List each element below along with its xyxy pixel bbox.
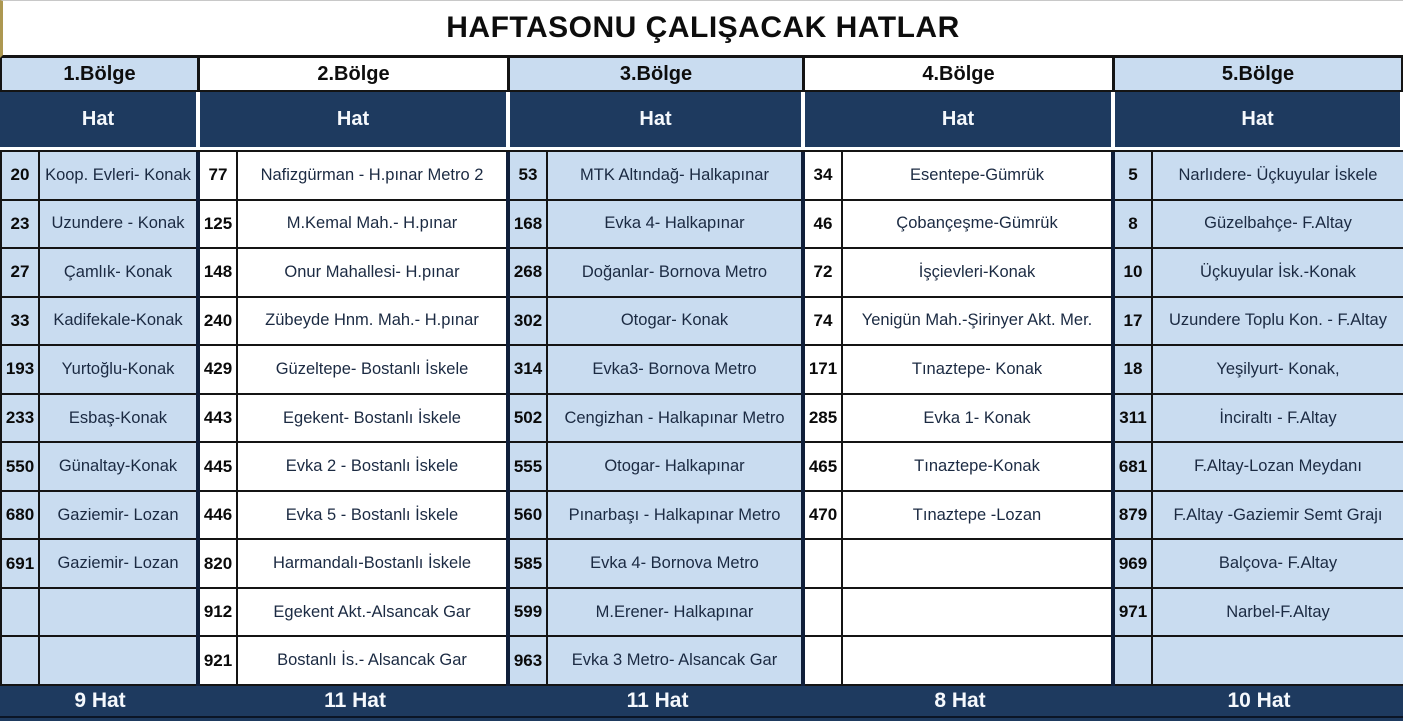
table-row (200, 152, 506, 201)
route-name-cell: Evka 4- Bornova Metro (590, 554, 759, 573)
table-row (510, 540, 801, 589)
route-name-cell: Cengizhan - Halkapınar Metro (564, 408, 785, 427)
line-number-cell: 168 (510, 201, 548, 248)
route-name-cell: Gaziemir- Lozan (57, 554, 179, 573)
line-number-cell (805, 589, 843, 636)
route-name-cell: Esbaş-Konak (68, 408, 168, 427)
line-number-cell: 171 (805, 346, 843, 393)
route-name-cell: Üçkuyular İsk.-Konak (1200, 262, 1356, 281)
line-number-cell: 560 (510, 492, 548, 539)
line-number-cell: 470 (805, 492, 843, 539)
region-header-4: 4.Bölge (805, 58, 1115, 92)
line-number-cell: 445 (200, 443, 238, 490)
table-row (2, 152, 196, 201)
table-row (2, 201, 196, 250)
hat-header-row (0, 92, 1403, 147)
table-row (510, 298, 801, 347)
route-name-cell: Zübeyde Hnm. Mah.- H.pınar (265, 311, 479, 330)
region-header-row (0, 58, 1403, 92)
route-name-cell: Narlıdere- Üçkuyular İskele (1178, 165, 1378, 184)
table-row (805, 395, 1111, 444)
table-row (2, 346, 196, 395)
line-number-cell: 17 (1115, 298, 1153, 345)
line-number-cell: 53 (510, 152, 548, 199)
table-row (200, 249, 506, 298)
line-number-cell: 233 (2, 395, 40, 442)
route-name-cell: Tınaztepe-Konak (914, 457, 1040, 476)
table-row (200, 492, 506, 541)
totals-row (0, 686, 1403, 718)
hat-column-header-3: Hat (510, 92, 805, 147)
table-row (510, 152, 801, 201)
route-name-cell: Narbel-F.Altay (1226, 602, 1330, 621)
table-row (1115, 540, 1403, 589)
route-name-cell: Bostanlı İs.- Alsancak Gar (277, 651, 467, 670)
line-number-cell: 599 (510, 589, 548, 636)
line-number-cell: 77 (200, 152, 238, 199)
table-row (510, 201, 801, 250)
table-row (805, 249, 1111, 298)
hat-column-header-5: Hat (1115, 92, 1403, 147)
line-number-cell (2, 637, 40, 684)
route-name-cell: MTK Altındağ- Halkapınar (580, 165, 769, 184)
line-number-cell (805, 637, 843, 684)
route-name-cell: Çobançeşme-Gümrük (896, 214, 1058, 233)
route-name-cell: F.Altay-Lozan Meydanı (1194, 457, 1362, 476)
route-name-cell: Kadifekale-Konak (53, 311, 183, 330)
line-number-cell: 10 (1115, 249, 1153, 296)
table-row (200, 540, 506, 589)
route-name-cell: M.Erener- Halkapınar (595, 602, 754, 621)
page-title (0, 0, 1403, 58)
table-row (1115, 249, 1403, 298)
line-number-cell: 446 (200, 492, 238, 539)
table-row (2, 637, 196, 686)
route-name-cell: Onur Mahallesi- H.pınar (284, 262, 460, 281)
region-header-1: 1.Bölge (0, 58, 200, 92)
route-name-cell: Evka3- Bornova Metro (592, 359, 757, 378)
region-column-2 (200, 152, 510, 686)
line-number-cell: 879 (1115, 492, 1153, 539)
route-name-cell: Güzeltepe- Bostanlı İskele (275, 359, 469, 378)
line-number-cell: 969 (1115, 540, 1153, 587)
table-row (1115, 395, 1403, 444)
table-row (200, 589, 506, 638)
route-name-cell: Günaltay-Konak (58, 457, 178, 476)
route-name-cell (1153, 637, 1403, 684)
line-number-cell: 5 (1115, 152, 1153, 199)
line-number-cell: 680 (2, 492, 40, 539)
table-row (510, 395, 801, 444)
table-row (805, 298, 1111, 347)
region-header-5: 5.Bölge (1115, 58, 1403, 92)
route-name-cell: Çamlık- Konak (63, 262, 173, 281)
route-name-cell: Evka 3 Metro- Alsancak Gar (571, 651, 778, 670)
region-total-1: 9 Hat (74, 689, 126, 712)
route-name-cell: Harmandalı-Bostanlı İskele (272, 554, 472, 573)
route-name-cell: Egekent Akt.-Alsancak Gar (273, 602, 471, 621)
page-title-text: HAFTASONU ÇALIŞACAK HATLAR (446, 11, 960, 44)
table-row (510, 346, 801, 395)
table-row (805, 201, 1111, 250)
line-number-cell: 20 (2, 152, 40, 199)
line-number-cell: 585 (510, 540, 548, 587)
route-name-cell: Tınaztepe- Konak (911, 359, 1043, 378)
line-number-cell (2, 589, 40, 636)
table-row (2, 443, 196, 492)
table-row (2, 589, 196, 638)
line-number-cell: 502 (510, 395, 548, 442)
hat-column-header-2: Hat (200, 92, 510, 147)
line-number-cell (1115, 637, 1153, 684)
line-number-cell: 555 (510, 443, 548, 490)
route-name-cell: Uzundere Toplu Kon. - F.Altay (1169, 311, 1387, 330)
line-number-cell: 963 (510, 637, 548, 684)
table-row (1115, 492, 1403, 541)
line-number-cell (805, 540, 843, 587)
table-row (805, 637, 1111, 686)
line-number-cell: 193 (2, 346, 40, 393)
region-header-3: 3.Bölge (510, 58, 805, 92)
route-name-cell: İşçievleri-Konak (918, 262, 1036, 281)
line-number-cell: 285 (805, 395, 843, 442)
table-row (2, 298, 196, 347)
route-name-cell: Yeşilyurt- Konak, (1216, 359, 1340, 378)
hat-column-header-4: Hat (805, 92, 1115, 147)
table-row (2, 395, 196, 444)
table-row (1115, 201, 1403, 250)
route-name-cell (40, 589, 196, 636)
route-name-cell: Evka 4- Halkapınar (604, 214, 745, 233)
route-name-cell: Tınaztepe -Lozan (912, 505, 1042, 524)
route-name-cell: M.Kemal Mah.- H.pınar (286, 214, 458, 233)
line-number-cell: 820 (200, 540, 238, 587)
route-name-cell: Nafizgürman - H.pınar Metro 2 (260, 165, 484, 184)
table-row (200, 395, 506, 444)
route-name-cell: Egekent- Bostanlı İskele (283, 408, 461, 427)
table-row (805, 152, 1111, 201)
route-name-cell: Koop. Evleri- Konak (45, 165, 191, 184)
line-number-cell: 240 (200, 298, 238, 345)
region-column-3 (510, 152, 805, 686)
table-row (1115, 589, 1403, 638)
line-number-cell: 443 (200, 395, 238, 442)
route-name-cell (843, 589, 1111, 636)
line-number-cell: 72 (805, 249, 843, 296)
route-name-cell: Yenigün Mah.-Şirinyer Akt. Mer. (861, 311, 1093, 330)
table-row (200, 346, 506, 395)
table-row (805, 492, 1111, 541)
hat-column-header-1: Hat (0, 92, 200, 147)
line-number-cell: 465 (805, 443, 843, 490)
route-name-cell: Otogar- Konak (620, 311, 729, 330)
route-name-cell: Evka 5 - Bostanlı İskele (285, 505, 459, 524)
region-total-5: 10 Hat (1227, 689, 1291, 712)
line-number-cell: 311 (1115, 395, 1153, 442)
route-name-cell: F.Altay -Gaziemir Semt Grajı (1173, 505, 1383, 524)
region-column-5 (1115, 152, 1403, 686)
line-number-cell: 125 (200, 201, 238, 248)
line-number-cell: 34 (805, 152, 843, 199)
region-column-1 (0, 152, 200, 686)
table-row (1115, 298, 1403, 347)
line-number-cell: 971 (1115, 589, 1153, 636)
table-row (510, 443, 801, 492)
table-row (805, 540, 1111, 589)
route-name-cell: Doğanlar- Bornova Metro (581, 262, 768, 281)
table-row (2, 540, 196, 589)
region-total-2: 11 Hat (324, 689, 386, 712)
table-row (510, 492, 801, 541)
route-name-cell: Yurtoğlu-Konak (61, 359, 175, 378)
line-number-cell: 691 (2, 540, 40, 587)
route-name-cell (40, 637, 196, 684)
table-row (200, 443, 506, 492)
route-name-cell: Gaziemir- Lozan (57, 505, 179, 524)
table-row (200, 637, 506, 686)
table-row (510, 637, 801, 686)
line-number-cell: 148 (200, 249, 238, 296)
route-name-cell (843, 637, 1111, 684)
region-total-4: 8 Hat (934, 689, 986, 712)
region-column-4 (805, 152, 1115, 686)
line-number-cell: 912 (200, 589, 238, 636)
route-name-cell: Balçova- F.Altay (1218, 554, 1338, 573)
table-row (2, 492, 196, 541)
region-header-2: 2.Bölge (200, 58, 510, 92)
line-number-cell: 550 (2, 443, 40, 490)
route-name-cell: Güzelbahçe- F.Altay (1204, 214, 1352, 233)
line-number-cell: 314 (510, 346, 548, 393)
line-number-cell: 33 (2, 298, 40, 345)
line-number-cell: 27 (2, 249, 40, 296)
route-name-cell: Evka 1- Konak (923, 408, 1031, 427)
route-name-cell: Otogar- Halkapınar (604, 457, 745, 476)
line-number-cell: 23 (2, 201, 40, 248)
route-name-cell: Evka 2 - Bostanlı İskele (285, 457, 459, 476)
table-row (1115, 346, 1403, 395)
table-row (510, 249, 801, 298)
table-row (510, 589, 801, 638)
line-number-cell: 268 (510, 249, 548, 296)
line-number-cell: 46 (805, 201, 843, 248)
route-name-cell: Esentepe-Gümrük (910, 165, 1044, 184)
table-row (1115, 443, 1403, 492)
table-row (1115, 637, 1403, 686)
table-row (200, 201, 506, 250)
lines-grid (0, 150, 1403, 686)
route-name-cell: İnciraltı - F.Altay (1219, 408, 1337, 427)
line-number-cell: 429 (200, 346, 238, 393)
region-total-3: 11 Hat (626, 689, 689, 712)
table-row (805, 589, 1111, 638)
table-row (1115, 152, 1403, 201)
table-row (805, 443, 1111, 492)
line-number-cell: 302 (510, 298, 548, 345)
table-row (200, 298, 506, 347)
line-number-cell: 921 (200, 637, 238, 684)
line-number-cell: 8 (1115, 201, 1153, 248)
line-number-cell: 18 (1115, 346, 1153, 393)
route-name-cell (843, 540, 1111, 587)
line-number-cell: 681 (1115, 443, 1153, 490)
table-row (805, 346, 1111, 395)
line-number-cell: 74 (805, 298, 843, 345)
table-row (2, 249, 196, 298)
route-name-cell: Uzundere - Konak (51, 214, 185, 233)
route-name-cell: Pınarbaşı - Halkapınar Metro (568, 505, 781, 524)
